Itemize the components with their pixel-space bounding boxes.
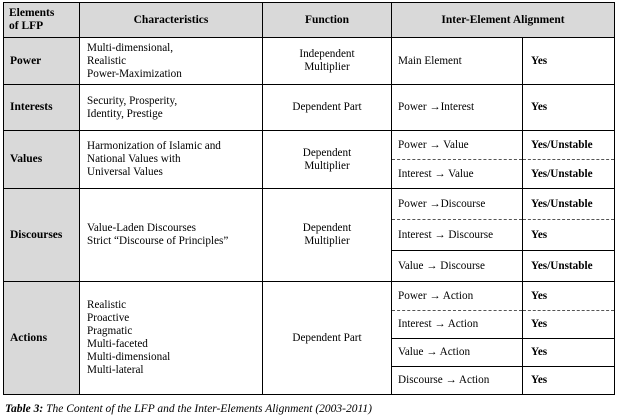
function-line: Dependent xyxy=(302,222,352,234)
characteristic-line: Identity, Prestige xyxy=(87,107,163,120)
element-name: Discourses xyxy=(4,189,80,282)
caption-label: Table 3: xyxy=(5,403,44,415)
characteristics-cell xyxy=(80,131,263,189)
alignment-pair: Interest → Action xyxy=(392,311,523,339)
alignment-pair: Value → Discourse xyxy=(392,251,523,282)
function-cell xyxy=(263,282,392,395)
header-elements xyxy=(4,3,80,38)
table-body xyxy=(4,38,615,395)
characteristic-line: Strict “Discourse of Principles” xyxy=(87,235,229,247)
alignment-pair: Interest → Value xyxy=(392,160,523,189)
characteristic-line: Security, Prosperity, xyxy=(87,94,178,107)
characteristic-line: Value-Laden Discourses xyxy=(87,222,197,234)
table-row xyxy=(4,38,615,85)
element-name: Interests xyxy=(4,85,80,131)
lfp-table xyxy=(3,2,615,395)
alignment-verdict: Yes xyxy=(523,311,615,339)
caption-text: The Content of the LFP and the Inter-Elements Alignment (2003-2011) xyxy=(43,403,372,415)
function-line: Dependent Part xyxy=(292,331,362,344)
characteristic-line: Realistic xyxy=(87,299,127,311)
alignment-verdict: Yes xyxy=(523,38,615,85)
alignment-verdict: Yes xyxy=(523,339,615,367)
function-line: Multiplier xyxy=(304,159,350,172)
characteristics-cell xyxy=(80,189,263,282)
element-name: Power xyxy=(4,38,80,85)
characteristic-line: Universal Values xyxy=(87,166,163,178)
characteristic-line: Multi-faceted xyxy=(87,338,148,350)
alignment-verdict: Yes/Unstable xyxy=(523,189,615,220)
alignment-pair: Interest → Discourse xyxy=(392,220,523,251)
alignment-pair: Discourse → Action xyxy=(392,367,523,395)
alignment-pair: Power → Action xyxy=(392,282,523,311)
function-line: Dependent xyxy=(302,146,352,159)
element-name: Values xyxy=(4,131,80,189)
alignment-pair: Main Element xyxy=(392,38,523,85)
alignment-pair: Power →Interest xyxy=(392,85,523,131)
header-alignment: Inter-Element Alignment xyxy=(392,3,615,38)
header-elements-line: of LFP xyxy=(9,20,44,32)
table-caption xyxy=(5,403,372,415)
header-elements-line: Elements xyxy=(9,7,55,19)
characteristic-line: Proactive xyxy=(87,312,130,324)
characteristic-line: Multi-dimensional, xyxy=(87,41,174,54)
alignment-verdict: Yes/Unstable xyxy=(523,160,615,189)
header-row xyxy=(4,3,615,38)
header-function: Function xyxy=(263,3,392,38)
element-name: Actions xyxy=(4,282,80,395)
characteristics-cell xyxy=(80,282,263,395)
characteristic-line: Multi-dimensional xyxy=(87,351,171,363)
function-cell xyxy=(263,189,392,282)
table-row xyxy=(4,189,615,220)
alignment-pair: Power →Discourse xyxy=(392,189,523,220)
alignment-verdict: Yes xyxy=(523,367,615,395)
characteristics-cell xyxy=(80,85,263,131)
alignment-verdict: Yes xyxy=(523,85,615,131)
table-row xyxy=(4,131,615,160)
alignment-verdict: Yes/Unstable xyxy=(523,251,615,282)
function-line: Dependent Part xyxy=(292,101,362,113)
table-row xyxy=(4,85,615,131)
function-line: Independent xyxy=(299,48,355,60)
function-cell xyxy=(263,38,392,85)
function-line: Multiplier xyxy=(304,235,350,247)
alignment-verdict: Yes xyxy=(523,220,615,251)
characteristic-line: Realistic xyxy=(87,54,127,67)
function-cell xyxy=(263,85,392,131)
characteristic-line: Harmonization of Islamic and xyxy=(87,140,221,152)
header-characteristics: Characteristics xyxy=(80,3,263,38)
alignment-pair: Value → Action xyxy=(392,339,523,367)
alignment-verdict: Yes xyxy=(523,282,615,311)
characteristic-line: Pragmatic xyxy=(87,325,133,337)
characteristic-line: Power-Maximization xyxy=(87,67,182,80)
alignment-pair: Power → Value xyxy=(392,131,523,160)
characteristic-line: Multi-lateral xyxy=(87,364,144,376)
function-cell xyxy=(263,131,392,189)
characteristics-cell xyxy=(80,38,263,85)
table-row xyxy=(4,282,615,311)
characteristic-line: National Values with xyxy=(87,153,181,165)
alignment-verdict: Yes/Unstable xyxy=(523,131,615,160)
function-line: Multiplier xyxy=(304,61,350,73)
